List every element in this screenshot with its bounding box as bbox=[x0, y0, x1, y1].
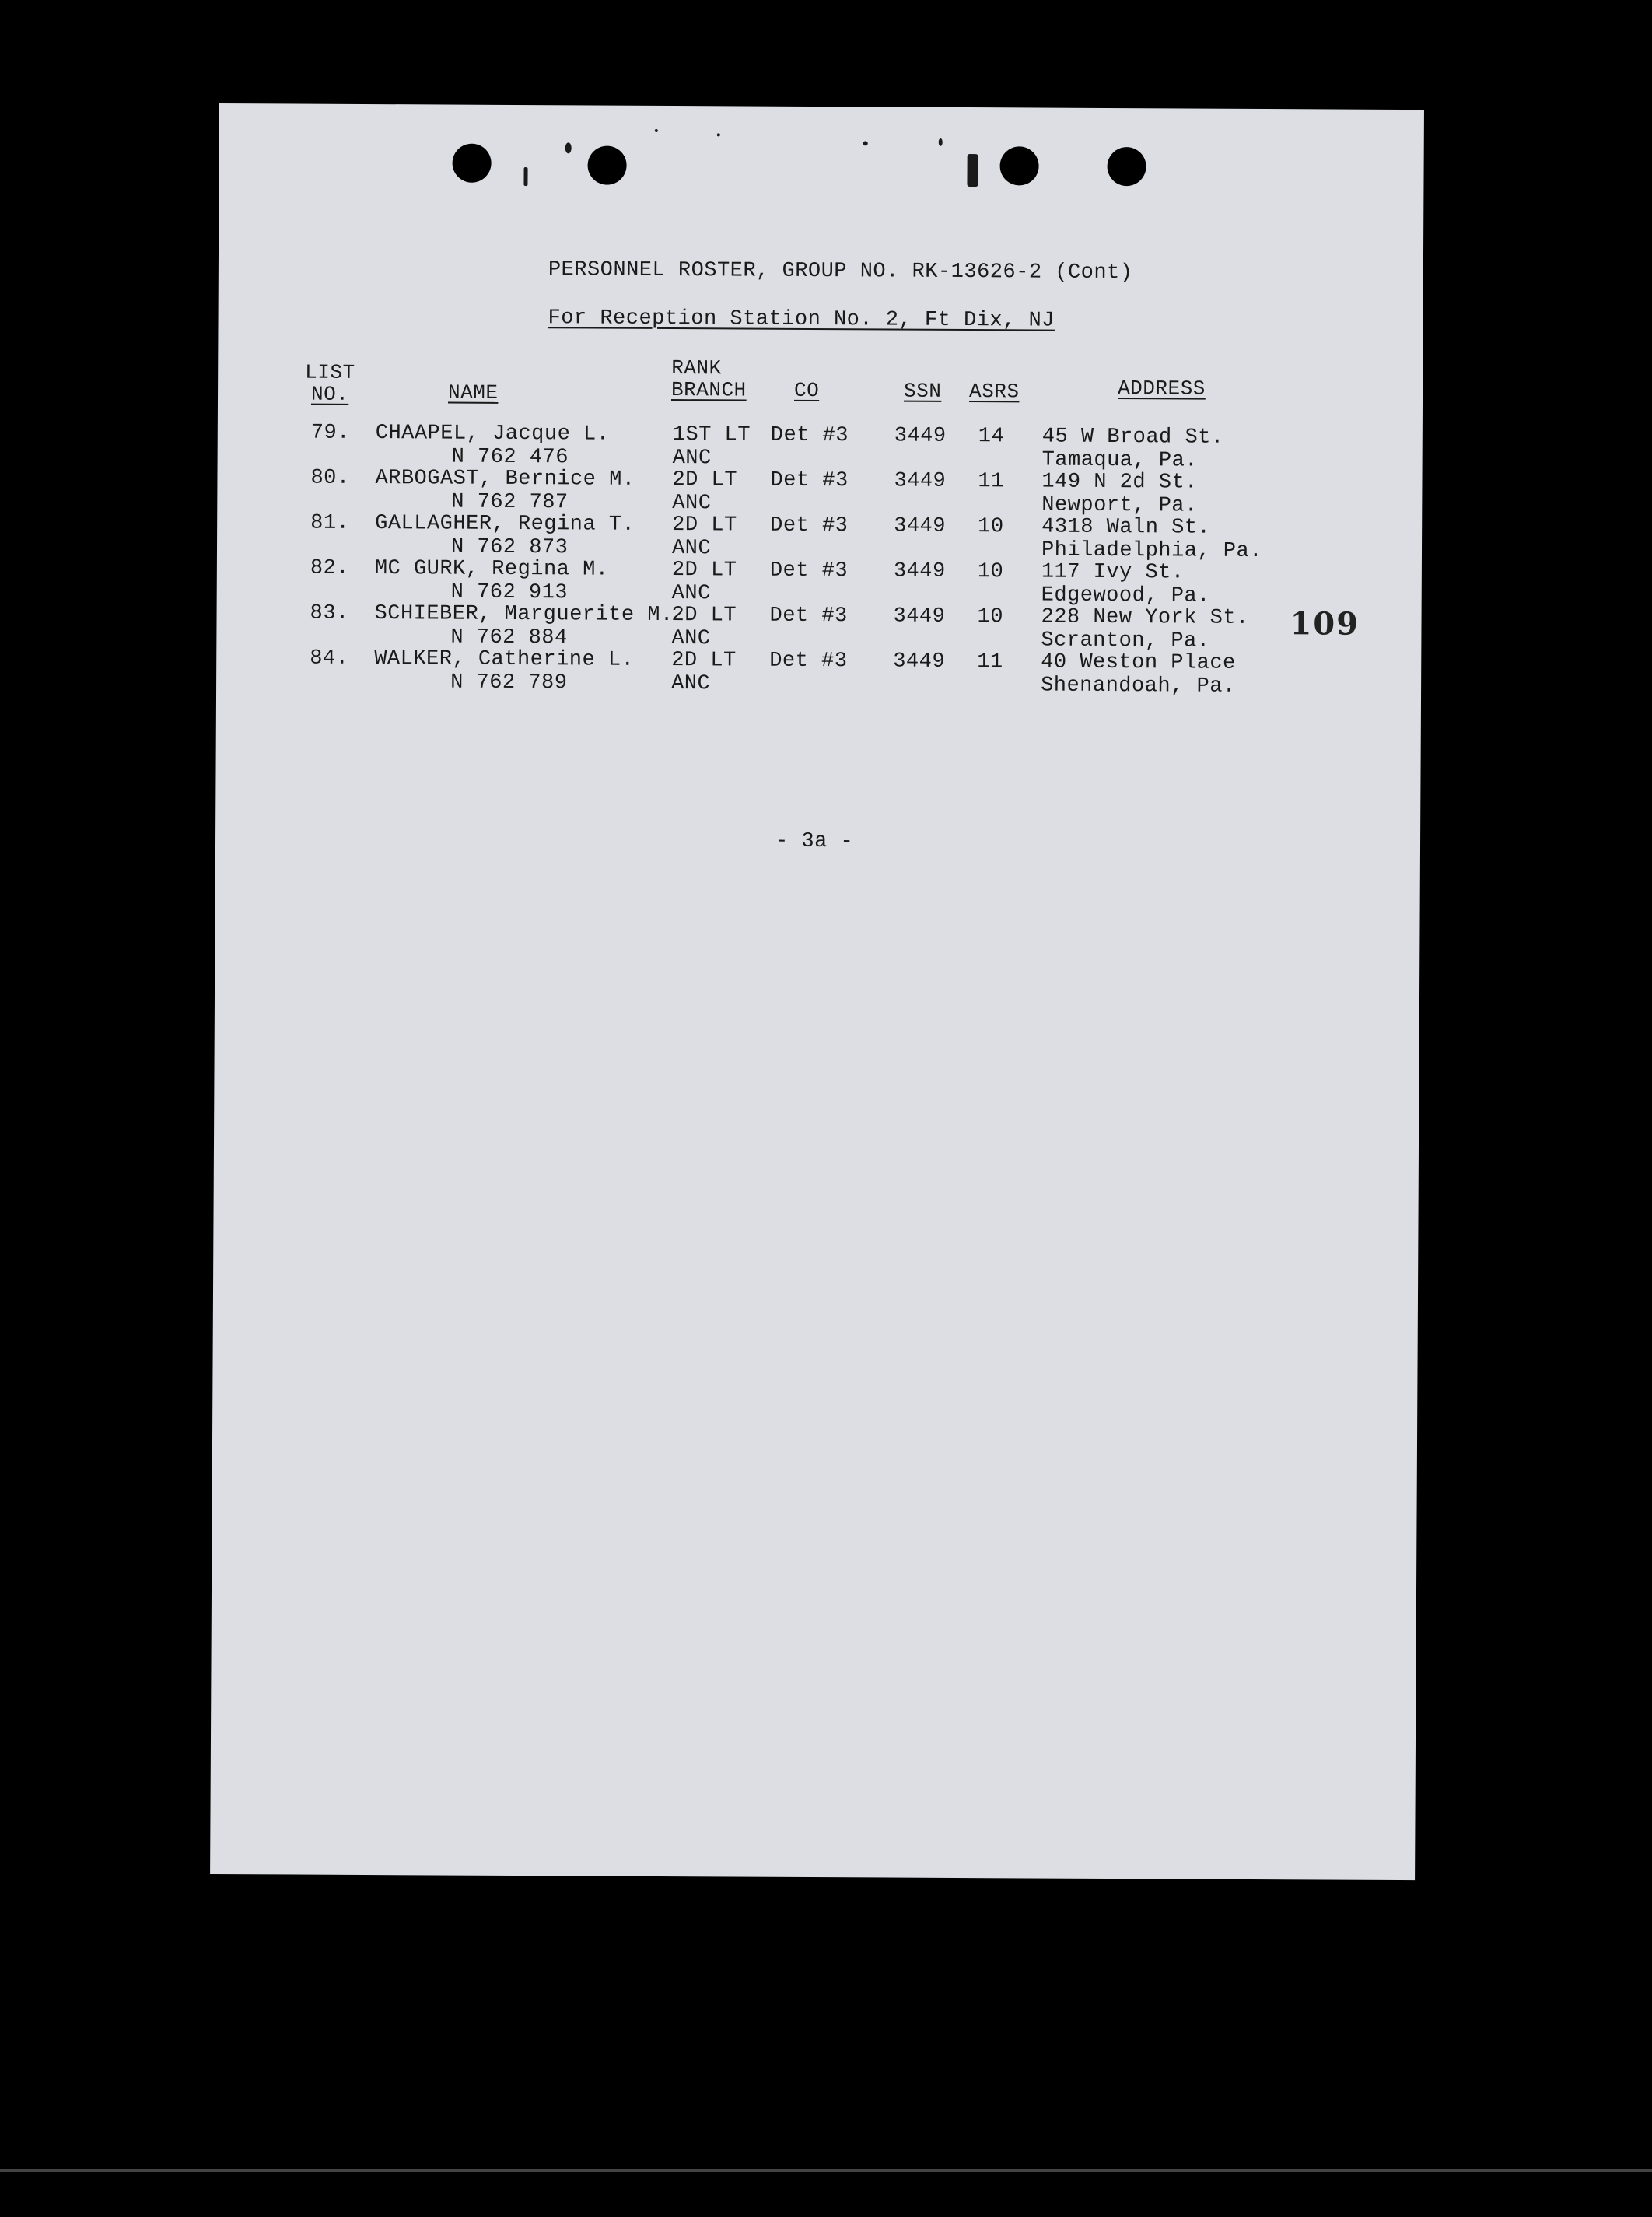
asrs-score: 10 bbox=[977, 560, 1004, 584]
punch-hole-1 bbox=[452, 144, 491, 183]
rank: 2D LT bbox=[671, 604, 737, 628]
page-number: - 3a - bbox=[775, 829, 854, 854]
ssn: 3449 bbox=[894, 469, 947, 493]
ssn: 3449 bbox=[893, 604, 946, 629]
ink-speck bbox=[655, 129, 658, 132]
col-co: CO bbox=[794, 378, 820, 403]
margin-page-number: 109 bbox=[1290, 605, 1360, 643]
person-name: ARBOGAST, Bernice M. bbox=[375, 467, 635, 492]
asrs-score: 10 bbox=[977, 605, 1004, 629]
company: Det #3 bbox=[769, 604, 848, 629]
list-number: 80. bbox=[310, 466, 350, 490]
list-number: 84. bbox=[310, 646, 349, 671]
serial-number: N 762 787 bbox=[451, 490, 569, 515]
ink-speck bbox=[967, 154, 978, 187]
ssn: 3449 bbox=[894, 424, 947, 448]
person-name: GALLAGHER, Regina T. bbox=[375, 512, 635, 537]
asrs-score: 11 bbox=[977, 650, 1003, 674]
address-street: 117 Ivy St. bbox=[1041, 560, 1185, 585]
branch: ANC bbox=[672, 492, 712, 516]
serial-number: N 762 884 bbox=[450, 625, 568, 650]
rank: 2D LT bbox=[671, 559, 737, 583]
company: Det #3 bbox=[770, 423, 849, 448]
list-number: 79. bbox=[310, 421, 350, 445]
rank: 2D LT bbox=[671, 649, 737, 673]
address-city: Newport, Pa. bbox=[1041, 493, 1198, 518]
company: Det #3 bbox=[769, 559, 849, 583]
ssn: 3449 bbox=[893, 650, 946, 674]
branch: ANC bbox=[671, 672, 711, 696]
serial-number: N 762 873 bbox=[450, 535, 569, 560]
company: Det #3 bbox=[770, 513, 849, 538]
ssn: 3449 bbox=[893, 559, 946, 583]
table-row bbox=[216, 646, 1421, 699]
person-name: CHAAPEL, Jacque L. bbox=[375, 422, 610, 447]
ssn: 3449 bbox=[894, 514, 947, 538]
paper-sheet bbox=[210, 103, 1424, 1880]
asrs-score: 11 bbox=[978, 470, 1004, 494]
col-branch: BRANCH bbox=[671, 378, 747, 402]
table-row bbox=[218, 421, 1423, 474]
list-number: 83. bbox=[310, 601, 349, 625]
col-ssn: SSN bbox=[903, 379, 942, 403]
asrs-score: 14 bbox=[978, 425, 1005, 449]
address-city: Philadelphia, Pa. bbox=[1041, 538, 1263, 564]
rank: 1ST LT bbox=[672, 423, 751, 447]
table-row bbox=[217, 556, 1422, 609]
asrs-score: 10 bbox=[978, 515, 1004, 539]
person-name: WALKER, Catherine L. bbox=[374, 647, 635, 672]
address-street: 228 New York St. bbox=[1041, 605, 1249, 630]
col-name: NAME bbox=[447, 380, 499, 405]
address-street: 4318 Waln St. bbox=[1041, 515, 1211, 540]
scanner-edge-line bbox=[0, 2169, 1652, 2172]
address-city: Tamaqua, Pa. bbox=[1041, 448, 1199, 473]
address-city: Edgewood, Pa. bbox=[1041, 583, 1210, 608]
col-asrs: ASRS bbox=[968, 380, 1020, 404]
list-number: 81. bbox=[310, 511, 350, 535]
branch: ANC bbox=[671, 627, 711, 651]
branch: ANC bbox=[672, 447, 712, 471]
ink-speck bbox=[565, 142, 572, 153]
ink-speck bbox=[863, 141, 868, 145]
col-list-no-top: LIST bbox=[305, 360, 355, 384]
punch-hole-3 bbox=[999, 146, 1038, 185]
rank: 2D LT bbox=[672, 513, 737, 538]
ink-speck bbox=[717, 133, 720, 136]
punch-hole-4 bbox=[1107, 147, 1146, 186]
serial-number: N 762 913 bbox=[450, 580, 569, 605]
serial-number: N 762 789 bbox=[450, 671, 568, 695]
col-list-no-bottom: NO. bbox=[310, 382, 349, 406]
address-city: Shenandoah, Pa. bbox=[1041, 674, 1236, 699]
col-rank: RANK bbox=[671, 356, 722, 380]
roster-title: PERSONNEL ROSTER, GROUP NO. RK-13626-2 (Cont) bbox=[548, 258, 1133, 285]
address-city: Scranton, Pa. bbox=[1041, 629, 1210, 653]
branch: ANC bbox=[671, 537, 712, 561]
address-street: 40 Weston Place bbox=[1041, 650, 1236, 675]
company: Det #3 bbox=[769, 649, 848, 674]
address-street: 149 N 2d St. bbox=[1041, 470, 1198, 495]
serial-number: N 762 476 bbox=[451, 445, 569, 470]
branch: ANC bbox=[671, 582, 711, 606]
ink-speck bbox=[939, 138, 943, 146]
person-name: SCHIEBER, Marguerite M. bbox=[374, 602, 674, 628]
ink-speck bbox=[523, 167, 527, 186]
company: Det #3 bbox=[770, 468, 849, 493]
table-row bbox=[217, 511, 1422, 564]
col-address: ADDRESS bbox=[1118, 377, 1206, 401]
table-row bbox=[216, 601, 1421, 654]
table-row bbox=[217, 466, 1422, 519]
list-number: 82. bbox=[310, 556, 350, 580]
person-name: MC GURK, Regina M. bbox=[374, 557, 609, 582]
address-street: 45 W Broad St. bbox=[1041, 425, 1224, 450]
punch-hole-2 bbox=[587, 145, 626, 184]
rank: 2D LT bbox=[672, 468, 738, 492]
roster-subtitle: For Reception Station No. 2, Ft Dix, NJ bbox=[548, 306, 1055, 333]
